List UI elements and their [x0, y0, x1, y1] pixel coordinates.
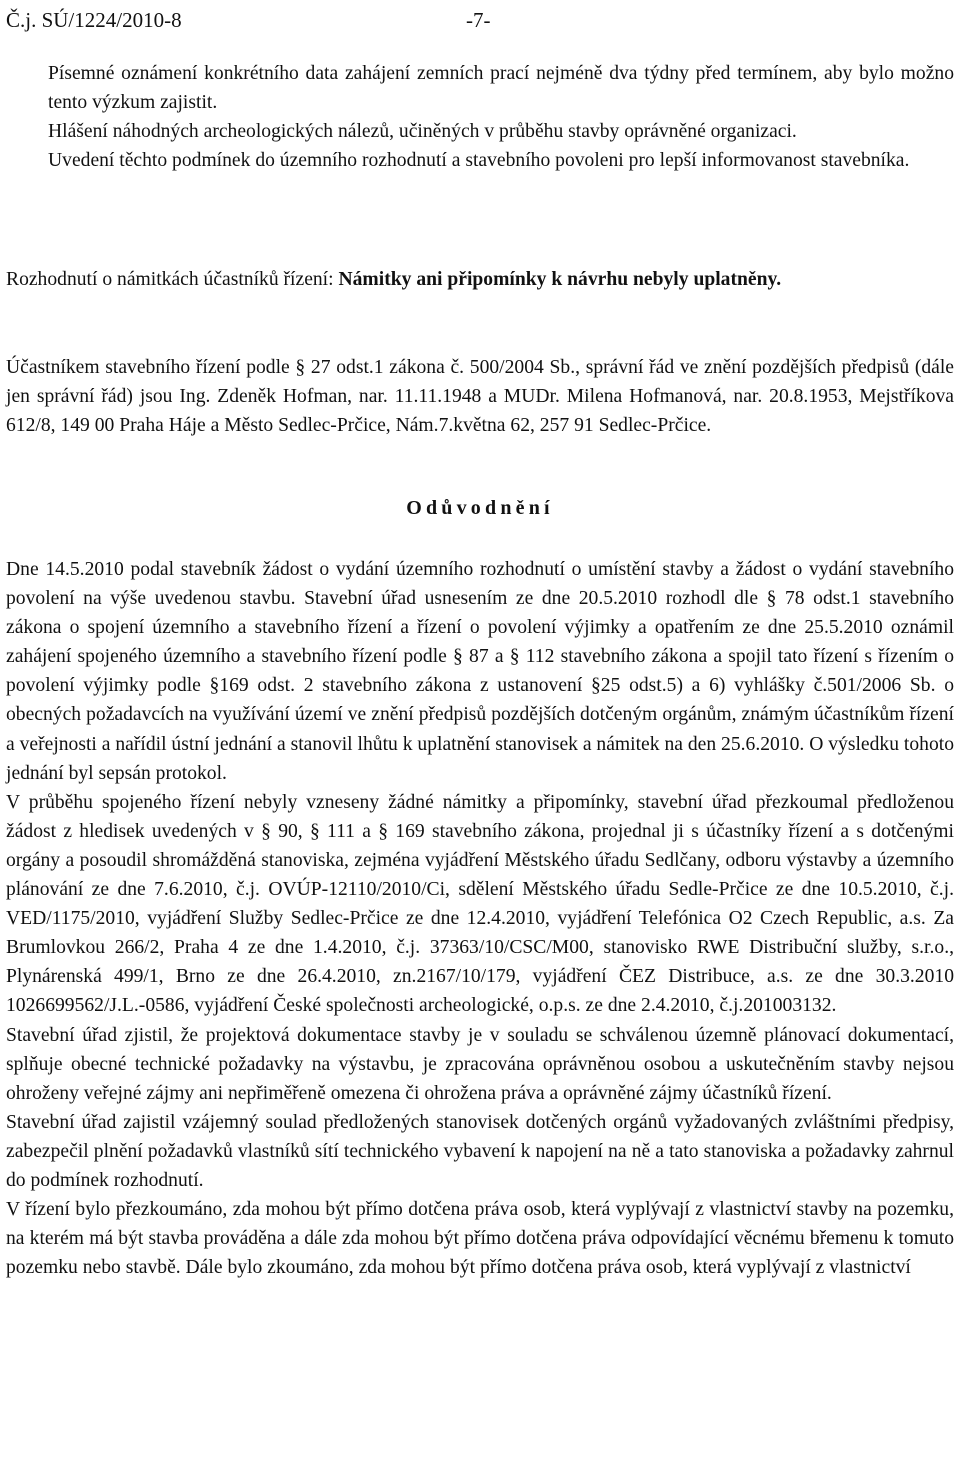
objections-result: Námitky ani připomínky k návrhu nebyly uplatněny.	[338, 269, 782, 290]
objections-decision	[6, 265, 954, 294]
reasoning-paragraph: Stavební úřad zjistil, že projektová dokumentace stavby je v souladu se schválenou územně plánovací dokumentací, splňuje obecné technické požadavky na výstavbu, je zpracována oprávněnou osobou a uskutečněním stavby nejsou ohroženy veřejné zájmy ani nepřiměřeně omezena či ohrožena práva a oprávněné zájmy účastníků řízení.	[6, 1024, 954, 1104]
condition-item: Uvedení těchto podmínek do územního rozhodnutí a stavebního povoleni pro lepší informovanost stavebníka.	[48, 150, 910, 172]
condition-item: Písemné oznámení konkrétního data zahájení zemních prací nejméně dva týdny před termínem, aby bylo možno tento výzkum zajistit.	[48, 63, 954, 114]
objections-paragraph	[6, 265, 954, 294]
participants-paragraph: Účastníkem stavebního řízení podle § 27 odst.1 zákona č. 500/2004 Sb., správní řád ve znění pozdějších předpisů (dále jen správní řád) jsou Ing. Zdeněk Hofman, nar. 11.11.1948 a MUDr. Milena Hofmanová, nar. 20.8.1953, Mejstříkova 612/8, 149 00 Praha Háje a Město Sedlec-Prčice, Nám.7.května 62, 257 91 Sedlec-Prčice.	[6, 357, 954, 437]
participants-section	[6, 353, 954, 440]
page-header	[6, 4, 906, 36]
page-number: -7-	[466, 8, 491, 32]
reference-number: Č.j. SÚ/1224/2010-8	[6, 8, 182, 32]
objections-label: Rozhodnutí o námitkách účastníků řízení:	[6, 269, 339, 290]
conditions-list	[48, 59, 954, 175]
reasoning-body	[6, 555, 954, 1282]
reasoning-paragraph: Stavební úřad zajistil vzájemný soulad předložených stanovisek dotčených orgánů vyžadovaných zvláštními předpisy, zabezpečil plnění požadavků vlastníků sítí technického vybavení k napojení na ně a tato stanoviska a požadavky zahrnul do podmínek rozhodnutí.	[6, 1111, 954, 1191]
condition-item: Hlášení náhodných archeologických nálezů, učiněných v průběhu stavby oprávněné organizaci.	[48, 121, 797, 143]
reasoning-paragraph: Dne 14.5.2010 podal stavebník žádost o vydání územního rozhodnutí o umístění stavby a žádost o vydání stavebního povolení na výše uvedenou stavbu. Stavební úřad usnesením ze dne 20.5.2010 rozhodl dle § 78 odst.1 stavebního zákona o spojení územního a stavebního řízení a řízení o povolení výjimky a opatřením ze dne 25.5.2010 oznámil zahájení spojeného územního a stavebního řízení podle § 87 a § 112 stavebního zákona a spojil tato řízení s řízením o povolení výjimky podle §169 odst. 2 stavebního zákona z ustanovení §25 odst.5) a 6) vyhlášky č.501/2006 Sb. o obecných požadavcích na využívání území ve znění předpisů pozdějších dotčeným orgánům, známým účastníkům řízení a veřejnosti a nařídil ústní jednání a stanovil lhůtu k uplatnění stanovisek a námitek na den 25.6.2010. O výsledku tohoto jednání byl sepsán protokol.	[6, 559, 954, 784]
reasoning-paragraph: V řízení bylo přezkoumáno, zda mohou být přímo dotčena práva osob, která vyplývají z vlastnictví stavby na pozemku, na kterém má být stavba prováděna a dále zda mohou být přímo dotčena práva odpovídající věcnému břemenu k tomuto pozemku nebo stavbě. Dále bylo zkoumáno, zda mohou být přímo dotčena práva osob, která vyplývají z vlastnictví	[6, 1199, 954, 1279]
reasoning-paragraph: V průběhu spojeného řízení nebyly vzneseny žádné námitky a připomínky, stavební úřad přezkoumal předloženou žádost z hledisek uvedených v § 90, § 111 a § 169 stavebního zákona, projednal ji s účastníky řízení a s dotčenými orgány a posoudil shromážděná stanoviska, zejména vyjádření Městského úřadu Sedlčany, odboru výstavby a územního plánování ze dne 7.6.2010, č.j. OVÚP-12110/2010/Ci, sdělení Městského úřadu Sedle-Prčice ze dne 10.5.2010, č.j. VED/1175/2010, vyjádření Služby Sedlec-Prčice ze dne 12.4.2010, vyjádření Telefónica O2 Czech Republic, a.s. Za Brumlovkou 266/2, Praha 4 ze dne 1.4.2010, č.j. 37363/10/CSC/M00, stanovisko RWE Distribuční služby, s.r.o., Plynárenská 499/1, Brno ze dne 26.4.2010, zn.2167/10/179, vyjádření ČEZ Distribuce, a.s. ze dne 30.3.2010 1026699562/J.L.-0586, vyjádření České společnosti archeologické, o.p.s. ze dne 2.4.2010, č.j.201003132.	[6, 791, 954, 1017]
reasoning-heading: Odůvodnění	[406, 497, 554, 519]
